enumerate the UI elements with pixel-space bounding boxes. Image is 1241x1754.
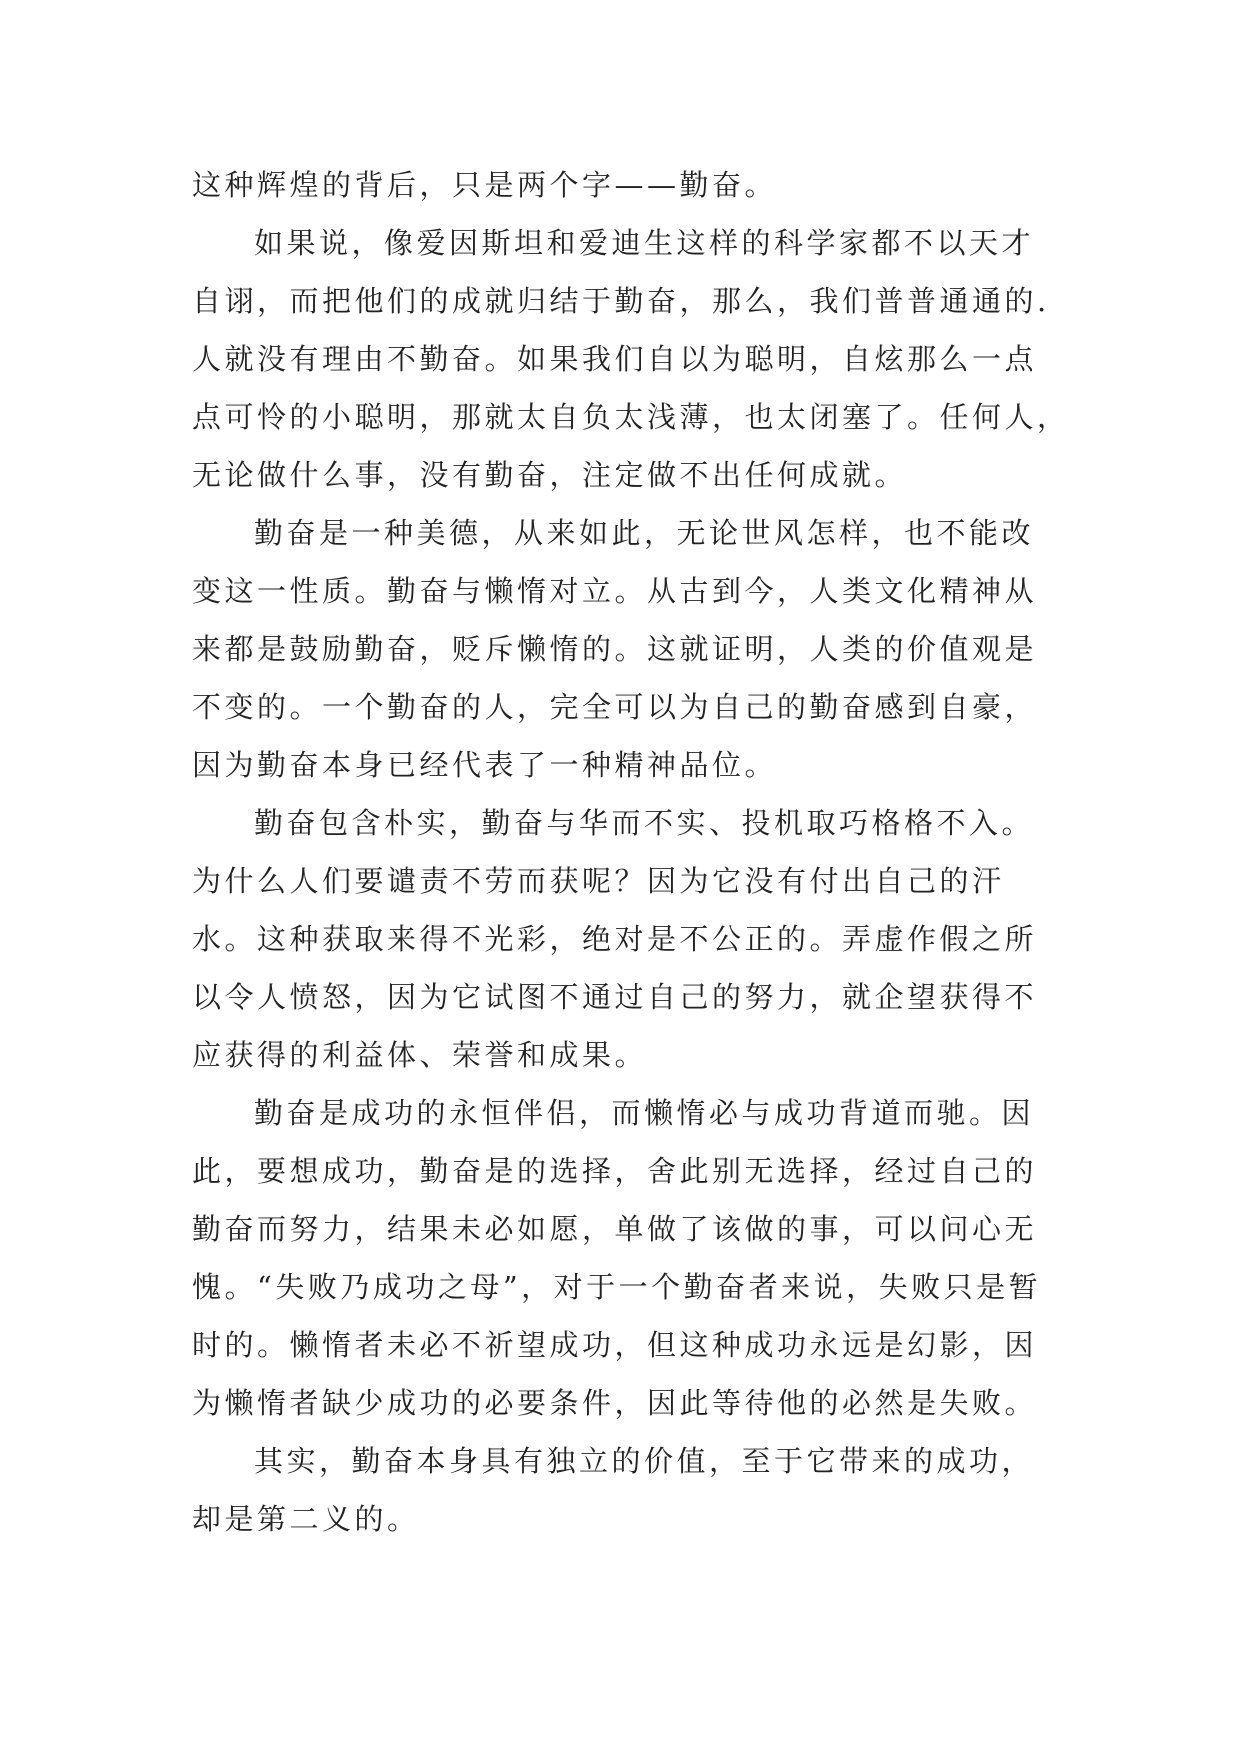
paragraph-first-line: 其实，勤奋本身具有独立的价值，至于它带来的成功，: [254, 1444, 1035, 1478]
text-line: 自诩，而把他们的成就归结于勤奋，那么，我们普普通通的.: [192, 284, 1050, 318]
text-line: 为懒惰者缺少成功的必要条件，因此等待他的必然是失败。: [192, 1386, 1038, 1420]
text-line: 勤奋而努力，结果未必如愿，单做了该做的事，可以问心无: [192, 1212, 1038, 1246]
text-line: 这种辉煌的背后，只是两个字——勤奋。: [192, 168, 778, 202]
text-line: 人就没有理由不勤奋。如果我们自以为聪明，自炫那么一点: [192, 342, 1038, 376]
paragraph-first-line: 勤奋是一种美德，从来如此，无论世风怎样，也不能改: [254, 516, 1035, 550]
text-line: 应获得的利益体、荣誉和成果。: [192, 1038, 648, 1072]
text-line: 水。这种获取来得不光彩，绝对是不公正的。弄虚作假之所: [192, 922, 1038, 956]
text-line: 愧。“失败乃成功之母”，对于一个勤奋者来说，失败只是暂: [192, 1270, 1042, 1304]
text-line: 时的。懒惰者未必不祈望成功，但这种成功永远是幻影，因: [192, 1328, 1038, 1362]
text-line: 为什么人们要谴责不劳而获呢？因为它没有付出自己的汗: [192, 864, 1005, 898]
text-line: 来都是鼓励勤奋，贬斥懒惰的。这就证明，人类的价值观是: [192, 632, 1038, 666]
text-line: 以令人愤怒，因为它试图不通过自己的努力，就企望获得不: [192, 980, 1038, 1014]
text-line: 因为勤奋本身已经代表了一种精神品位。: [192, 748, 778, 782]
paragraph-first-line: 如果说，像爱因斯坦和爱迪生这样的科学家都不以天才: [254, 226, 1035, 260]
text-line: 无论做什么事，没有勤奋，注定做不出任何成就。: [192, 458, 908, 492]
text-line: 此，要想成功，勤奋是的选择，舍此别无选择，经过自己的: [192, 1154, 1038, 1188]
text-line: 却是第二义的。: [192, 1502, 420, 1536]
text-line: 点可怜的小聪明，那就太自负太浅薄，也太闭塞了。任何人，: [192, 400, 1070, 434]
text-line: 不变的。一个勤奋的人，完全可以为自己的勤奋感到自豪，: [192, 690, 1038, 724]
document-body: [192, 156, 1070, 1548]
paragraph-first-line: 勤奋包含朴实，勤奋与华而不实、投机取巧格格不入。: [254, 806, 1035, 840]
text-line: 变这一性质。勤奋与懒惰对立。从古到今，人类文化精神从: [192, 574, 1038, 608]
paragraph-first-line: 勤奋是成功的永恒伴侣，而懒惰必与成功背道而驰。因: [254, 1096, 1035, 1130]
